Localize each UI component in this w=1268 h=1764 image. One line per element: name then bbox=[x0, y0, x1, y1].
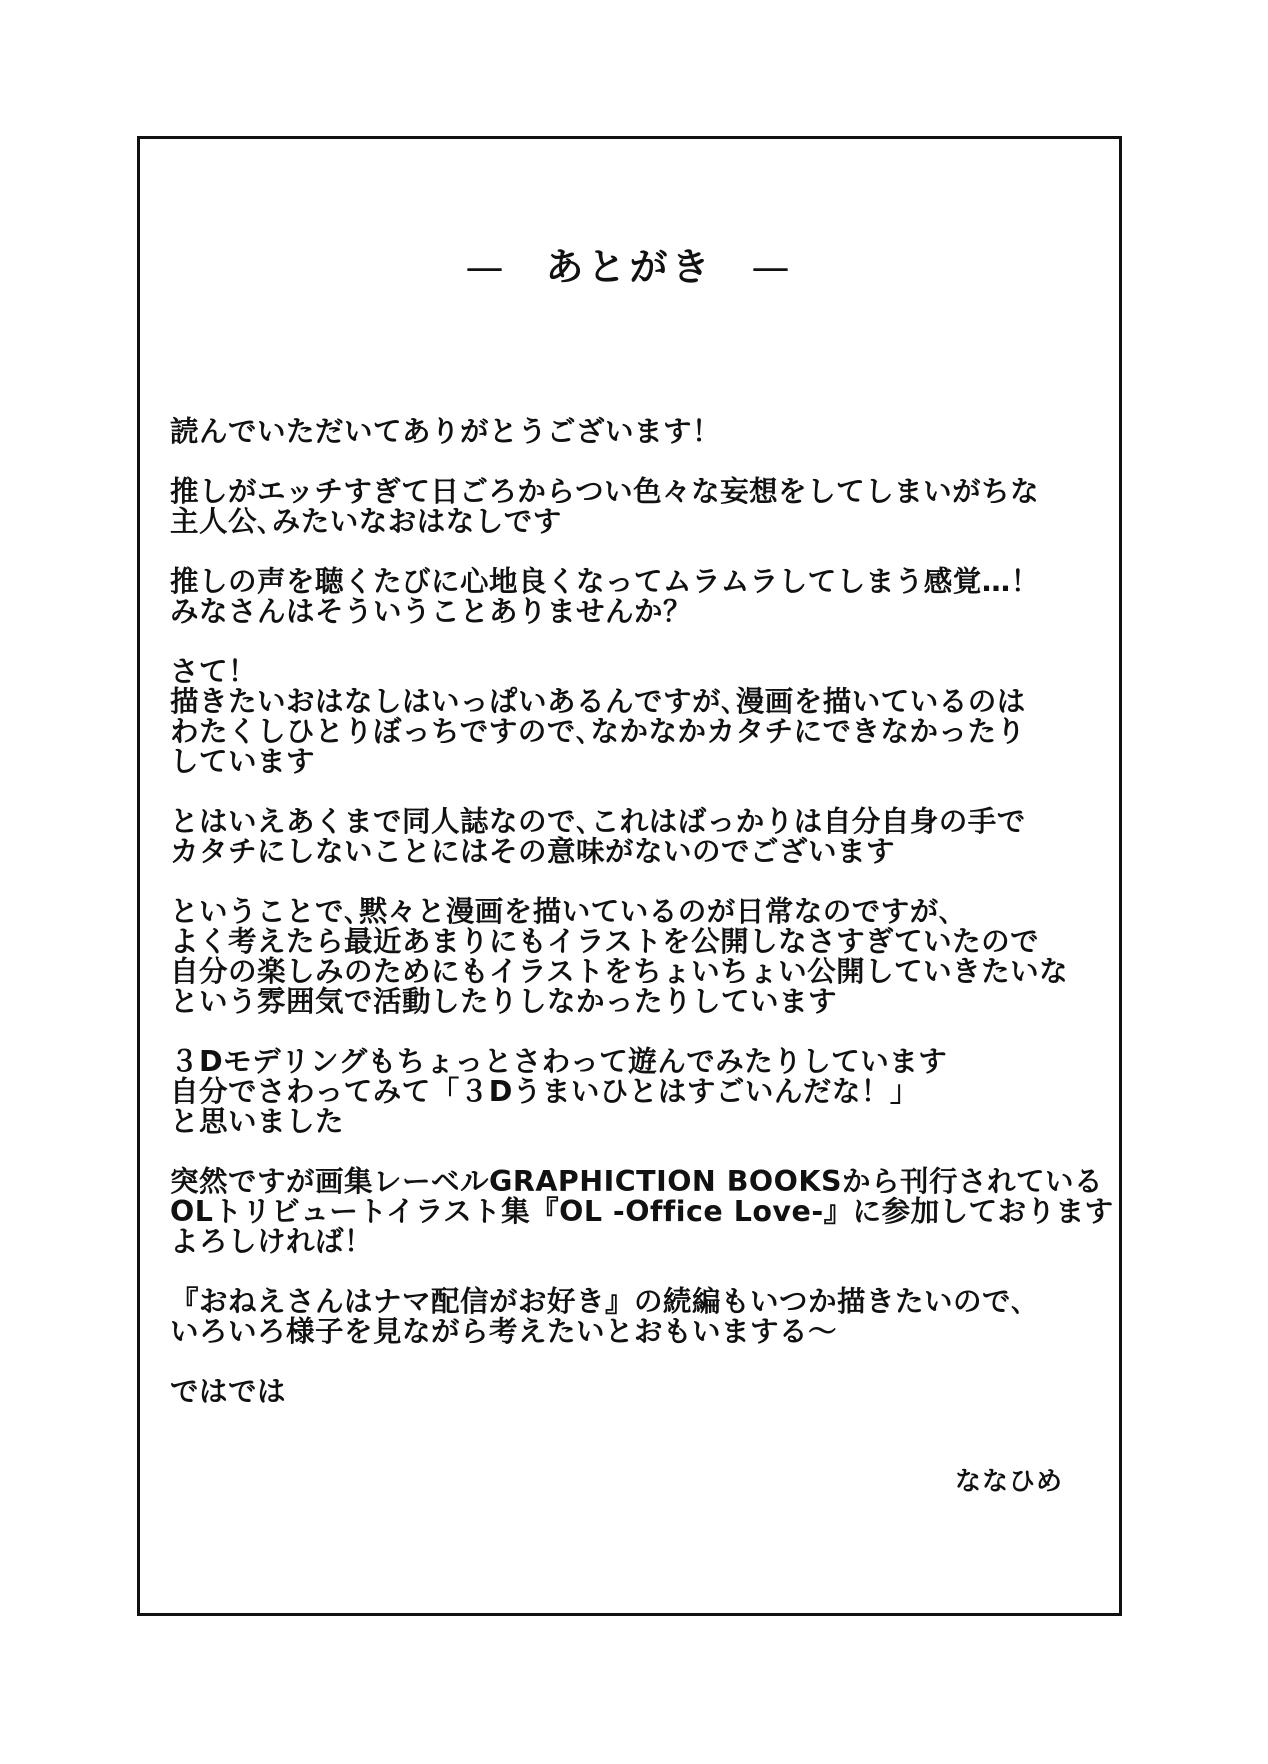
text-line: 自分の楽しみのためにもイラストをちょいちょい公開していきたいな bbox=[170, 955, 1069, 988]
paragraph-4 bbox=[170, 657, 1110, 777]
text-line: 突然ですが画集レーベルGRAPHICTION BOOKSから刊行されている bbox=[170, 1165, 1103, 1198]
author-signature: ななひめ bbox=[954, 1467, 1063, 1497]
text-line: 推しの声を聴くたびに心地良くなってムラムラしてしまう感覚…！ bbox=[170, 565, 1040, 598]
title-dash-right: — bbox=[751, 245, 794, 289]
text-line: OLトリビュートイラスト集『OL -Office Love-』に参加しております bbox=[170, 1195, 1114, 1228]
text-line: と思いました bbox=[170, 1105, 345, 1138]
text-line: みなさんはそういうことありませんか？ bbox=[170, 595, 693, 628]
text-line: ３Dモデリングもちょっとさわって遊んでみたりしています bbox=[170, 1045, 948, 1078]
afterword-frame bbox=[137, 136, 1122, 1616]
text-line: よろしければ！ bbox=[170, 1225, 374, 1258]
text-line: いろいろ様子を見ながら考えたいとおもいまする〜 bbox=[170, 1315, 838, 1348]
paragraph-7 bbox=[170, 1047, 1110, 1137]
title-row bbox=[140, 237, 1119, 297]
paragraph-10 bbox=[170, 1377, 1110, 1407]
text-line: ではでは bbox=[170, 1375, 287, 1408]
paragraph-5 bbox=[170, 807, 1110, 867]
text-line: 読んでいただいてありがとうございます！ bbox=[170, 415, 722, 448]
text-line: さて！ bbox=[170, 655, 258, 688]
text-line: とはいえあくまで同人誌なので､これはばっかりは自分自身の手で bbox=[170, 805, 1026, 838]
text-line: 『おねえさんはナマ配信がお好き』の続編もいつか描きたいので､ bbox=[170, 1285, 1026, 1318]
page-title: あとがき bbox=[545, 245, 714, 289]
paragraph-6 bbox=[170, 897, 1110, 1017]
paragraph-2 bbox=[170, 477, 1110, 537]
afterword-body bbox=[170, 415, 1114, 1437]
text-line: という雰囲気で活動したりしなかったりしています bbox=[170, 985, 838, 1018]
text-line: 推しがエッチすぎて日ごろからつい色々な妄想をしてしまいがちな bbox=[170, 475, 1040, 508]
text-line: ということで､黙々と漫画を描いているのが日常なのですが､ bbox=[170, 895, 954, 928]
text-line: 自分でさわってみて「３Dうまいひとはすごいんだな！」 bbox=[170, 1075, 919, 1108]
paragraph-3 bbox=[170, 567, 1110, 627]
text-line: 描きたいおはなしはいっぱいあるんですが､漫画を描いているのは bbox=[170, 685, 1026, 718]
title-dash-left: — bbox=[465, 245, 508, 289]
text-line: わたくしひとりぼっちですので､なかなかカタチにできなかったり bbox=[170, 715, 1026, 748]
text-line: しています bbox=[170, 745, 316, 778]
text-line: よく考えたら最近あまりにもイラストを公開しなさすぎていたので bbox=[170, 925, 1040, 958]
paragraph-8 bbox=[170, 1165, 1114, 1258]
paragraph-1 bbox=[170, 417, 1110, 447]
text-line: 主人公､みたいなおはなしです bbox=[170, 505, 562, 538]
text-line: カタチにしないことにはその意味がないのでございます bbox=[170, 835, 896, 868]
paragraph-9 bbox=[170, 1287, 1110, 1347]
